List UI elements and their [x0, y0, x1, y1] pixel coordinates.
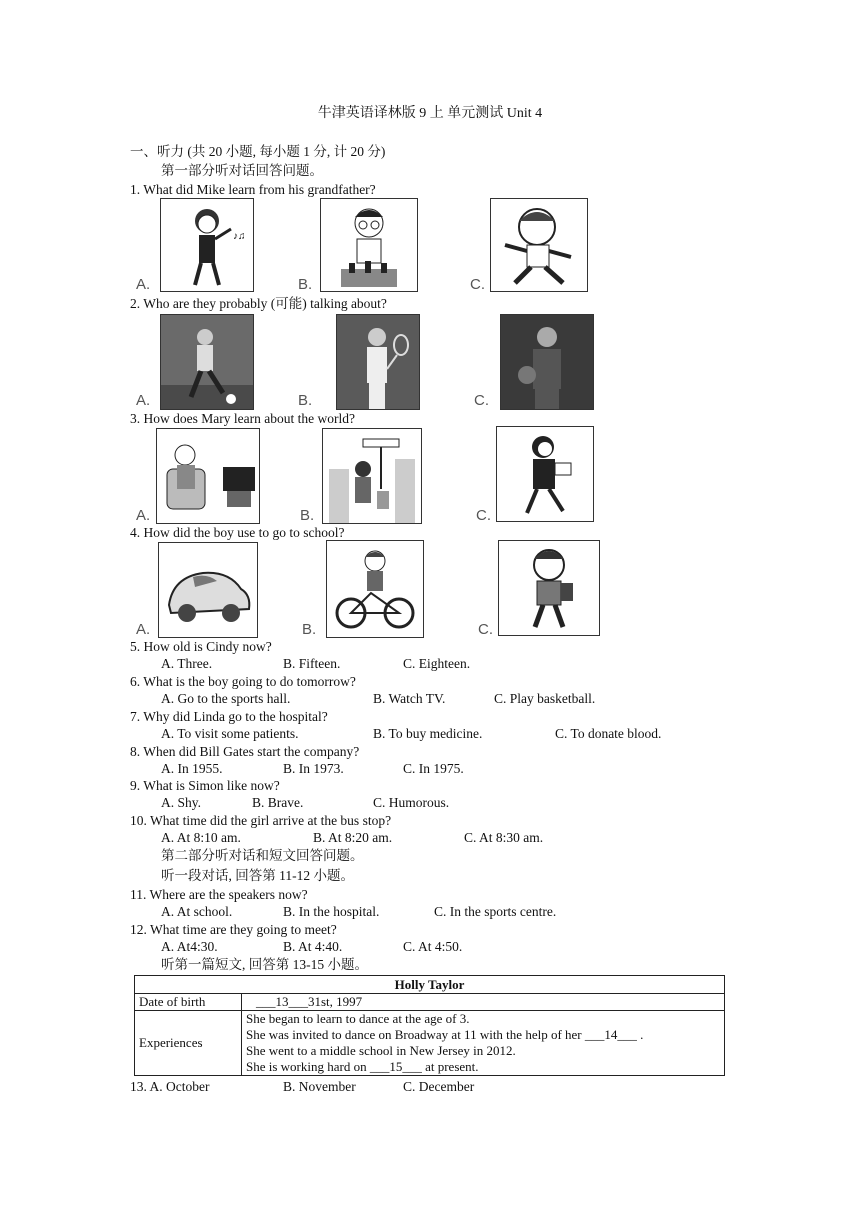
- q8-option-a: A. In 1955.: [161, 761, 223, 776]
- q13-option-b: B. November: [283, 1079, 356, 1094]
- question-4: 4. How did the boy use to go to school?: [130, 525, 345, 540]
- part1-heading: 第一部分听对话回答问题。: [161, 163, 323, 178]
- q6-option-b: B. Watch TV.: [373, 691, 446, 706]
- question-5: 5. How old is Cindy now?: [130, 639, 272, 654]
- question-6: 6. What is the boy going to do tomorrow?: [130, 674, 356, 689]
- q9-option-b: B. Brave.: [252, 795, 304, 810]
- question-9: 9. What is Simon like now?: [130, 778, 280, 793]
- table-row: [135, 994, 725, 1011]
- q11-option-a: A. At school.: [161, 904, 233, 919]
- q4-option-b-label: B.: [302, 621, 317, 638]
- experience-line: She was invited to dance on Broadway at 11 with the help of her ___14___ .: [246, 1027, 644, 1042]
- question-1: 1. What did Mike learn from his grandfather?: [130, 182, 376, 197]
- q4-option-a-label: A.: [136, 621, 151, 638]
- q1-option-a-label: A.: [136, 276, 151, 293]
- date-of-birth-value: ___13___31st, 1997: [242, 994, 725, 1011]
- q3-reading-image: [496, 426, 594, 522]
- q4-bicycle-image: [326, 540, 424, 638]
- q6-option-c: C. Play basketball.: [494, 691, 596, 706]
- q3-option-c-label: C.: [476, 507, 491, 524]
- q2-option-c-label: C.: [474, 392, 489, 409]
- date-of-birth-label: Date of birth: [135, 994, 242, 1011]
- q5-option-c: C. Eighteen.: [403, 656, 471, 671]
- table-header-row: [135, 976, 725, 994]
- q3-option-a-label: A.: [136, 507, 151, 524]
- experiences-cell: [242, 1011, 725, 1076]
- q1-option-c-label: C.: [470, 276, 485, 293]
- q1-option-b-label: B.: [298, 276, 313, 293]
- section-heading: 一、听力 (共 20 小题, 每小题 1 分, 计 20 分): [130, 144, 386, 159]
- q12-option-b: B. At 4:40.: [283, 939, 343, 954]
- q2-football-player-image: [160, 314, 254, 410]
- q1-violin-image: [160, 198, 254, 292]
- q3-travelling-image: [322, 428, 422, 524]
- q10-option-a: A. At 8:10 am.: [161, 830, 241, 845]
- q3-option-b-label: B.: [300, 507, 315, 524]
- question-11: 11. Where are the speakers now?: [130, 887, 308, 902]
- q2-option-b-label: B.: [298, 392, 313, 409]
- q2-basketball-player-image: [500, 314, 594, 410]
- dialog-instruction: 听一段对话, 回答第 11-12 小题。: [161, 868, 354, 883]
- q2-tennis-player-image: [336, 314, 420, 410]
- q3-watching-tv-image: [156, 428, 260, 524]
- q5-option-b: B. Fifteen.: [283, 656, 341, 671]
- q4-car-image: [158, 542, 258, 638]
- q7-option-c: C. To donate blood.: [555, 726, 662, 741]
- q13-option-c: C. December: [403, 1079, 475, 1094]
- q8-option-c: C. In 1975.: [403, 761, 464, 776]
- q11-option-b: B. In the hospital.: [283, 904, 380, 919]
- q12-option-a: A. At4:30.: [161, 939, 218, 954]
- q1-chess-image: [320, 198, 418, 292]
- experience-line: She went to a middle school in New Jersey in 2012.: [246, 1043, 516, 1058]
- q7-option-a: A. To visit some patients.: [161, 726, 299, 741]
- page-title: 牛津英语译林版 9 上 单元测试 Unit 4: [317, 106, 543, 121]
- q1-kungfu-image: [490, 198, 588, 292]
- experiences-label: Experiences: [135, 1011, 242, 1076]
- q6-option-a: A. Go to the sports hall.: [161, 691, 291, 706]
- question-3: 3. How does Mary learn about the world?: [130, 411, 355, 426]
- q10-option-b: B. At 8:20 am.: [313, 830, 393, 845]
- experience-line: She began to learn to dance at the age of 3.: [246, 1011, 470, 1026]
- q12-option-c: C. At 4:50.: [403, 939, 463, 954]
- question-10: 10. What time did the girl arrive at the bus stop?: [130, 813, 392, 828]
- q8-option-b: B. In 1973.: [283, 761, 344, 776]
- q7-option-b: B. To buy medicine.: [373, 726, 483, 741]
- part2-heading: 第二部分听对话和短文回答问题。: [161, 848, 364, 863]
- table-row: [135, 1011, 725, 1076]
- q11-option-c: C. In the sports centre.: [434, 904, 557, 919]
- q9-option-a: A. Shy.: [161, 795, 202, 810]
- q9-option-c: C. Humorous.: [373, 795, 450, 810]
- q4-walking-image: [498, 540, 600, 636]
- passage-instruction: 听第一篇短文, 回答第 13-15 小题。: [161, 957, 368, 972]
- q10-option-c: C. At 8:30 am.: [464, 830, 544, 845]
- question-8: 8. When did Bill Gates start the company?: [130, 744, 360, 759]
- q2-option-a-label: A.: [136, 392, 151, 409]
- q5-option-a: A. Three.: [161, 656, 213, 671]
- question-2: 2. Who are they probably (可能) talking about?: [130, 296, 387, 311]
- q13-option-a: 13. A. October: [130, 1079, 210, 1094]
- holly-taylor-table: [134, 975, 725, 1076]
- question-7: 7. Why did Linda go to the hospital?: [130, 709, 328, 724]
- table-header: Holly Taylor: [135, 976, 725, 994]
- experience-line: She is working hard on ___15___ at present.: [246, 1059, 479, 1074]
- question-12: 12. What time are they going to meet?: [130, 922, 337, 937]
- q4-option-c-label: C.: [478, 621, 493, 638]
- svg-text:♪♫: ♪♫: [233, 231, 246, 242]
